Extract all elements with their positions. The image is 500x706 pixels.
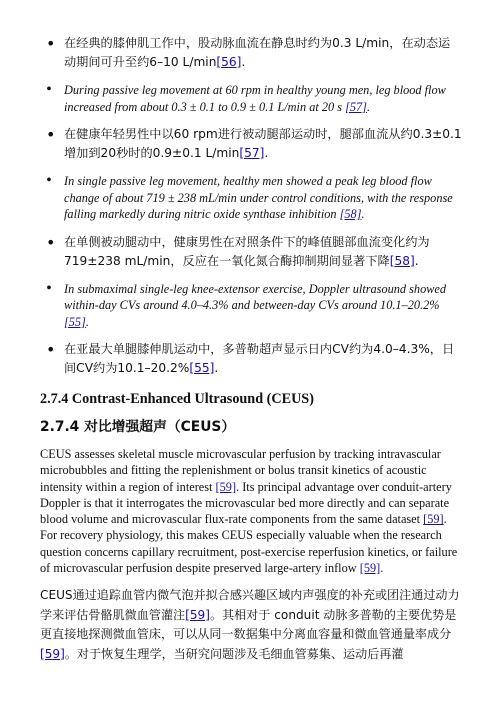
paragraph-zh: CEUS通过追踪血管内微气泡并拟合感兴趣区域内声强度的补充或团注通过动力学来评估骨骼肌微血管灌注[59]。其相对于 conduit 动脉多普勒的主要优势是更直接地探测微血管床，可以从同一数据集中分离血容量和微血管通量率成分[59]。对于恢复生理学，当研究问题涉及毛细血管募集、运动后再灌 [40,588,460,661]
citation-link[interactable]: [58] [389,253,415,268]
citation-link[interactable]: [57] [239,146,265,160]
list-item: • 在单侧被动腿动中，健康男性在对照条件下的峰值腿部血流变化约为719±238 mL/min，反应在一氧化氮合酶抑制期间显著下降[58]. [40,233,462,271]
citation-link[interactable]: [59] [40,646,65,661]
citation-link[interactable]: [57] [345,99,367,114]
citation-link[interactable]: [55] [64,314,86,329]
list-item: • In submaximal single-leg knee-extensor exercise, Doppler ultrasound showed within-day CVs around 4.0–4.3% and between-day CVs around 10.1–20.2% [55]. [40,281,462,331]
bullet-list [40,34,462,378]
list-item: • During passive leg movement at 60 rpm in healthy young men, leg blood flow increased from about 0.3 ± 0.1 to 0.9 ± 0.1 L/min at 20 s [57]. [40,82,462,115]
list-item: • 在经典的膝伸肌工作中，股动脉血流在静息时约为0.3 L/min，在动态运动期间可升至约6–10 L/min[56]. [40,34,462,72]
list-item: • 在健康年轻男性中以60 rpm进行被动腿部运动时，腿部血流从约0.3±0.1增加到20秒时的0.9±0.1 L/min[57]. [40,125,462,163]
section-heading-en: 2.7.4 Contrast-Enhanced Ultrasound (CEUS) [40,391,314,407]
list-item: • 在亚最大单腿膝伸肌运动中，多普勒超声显示日内CV约为4.0–4.3%，日间CV约为10.1–20.2%[55]. [40,340,462,378]
citation-link[interactable]: [59] [359,561,381,576]
citation-link[interactable]: [59] [215,479,237,494]
citation-link[interactable]: [58] [339,207,362,221]
citation-link[interactable]: [59] [185,607,210,622]
list-item: • In single passive leg movement, healthy men showed a peak leg blood flow change of about 719 ± 238 mL/min under control conditions, with the response falling markedly during nitric oxide synthase inhibition [58]. [40,173,462,223]
section-heading-zh: 2.7.4 对比增强超声（CEUS） [40,419,236,435]
paragraph-en: CEUS assesses skeletal muscle microvascular perfusion by tracking intravascular microbubbles and fitting the replenishment or bolus transit kinetics of acoustic intensity within a region of interest [59]. Its principal advantage over conduit-artery Doppler is that it interrogates the microvascular bed more directly and can separate blood volume and microvascular flux-rate components from the same dataset [59]. For recovery physiology, this makes CEUS especially valuable when the research question concerns capillary recruitment, post-exercise reperfusion kinetics, or failure of microvascular perfusion despite preserved large-artery inflow [59]. [40,447,458,576]
citation-link[interactable]: [55] [189,361,215,375]
citation-link[interactable]: [59] [423,512,444,527]
citation-link[interactable]: [56] [216,55,242,69]
